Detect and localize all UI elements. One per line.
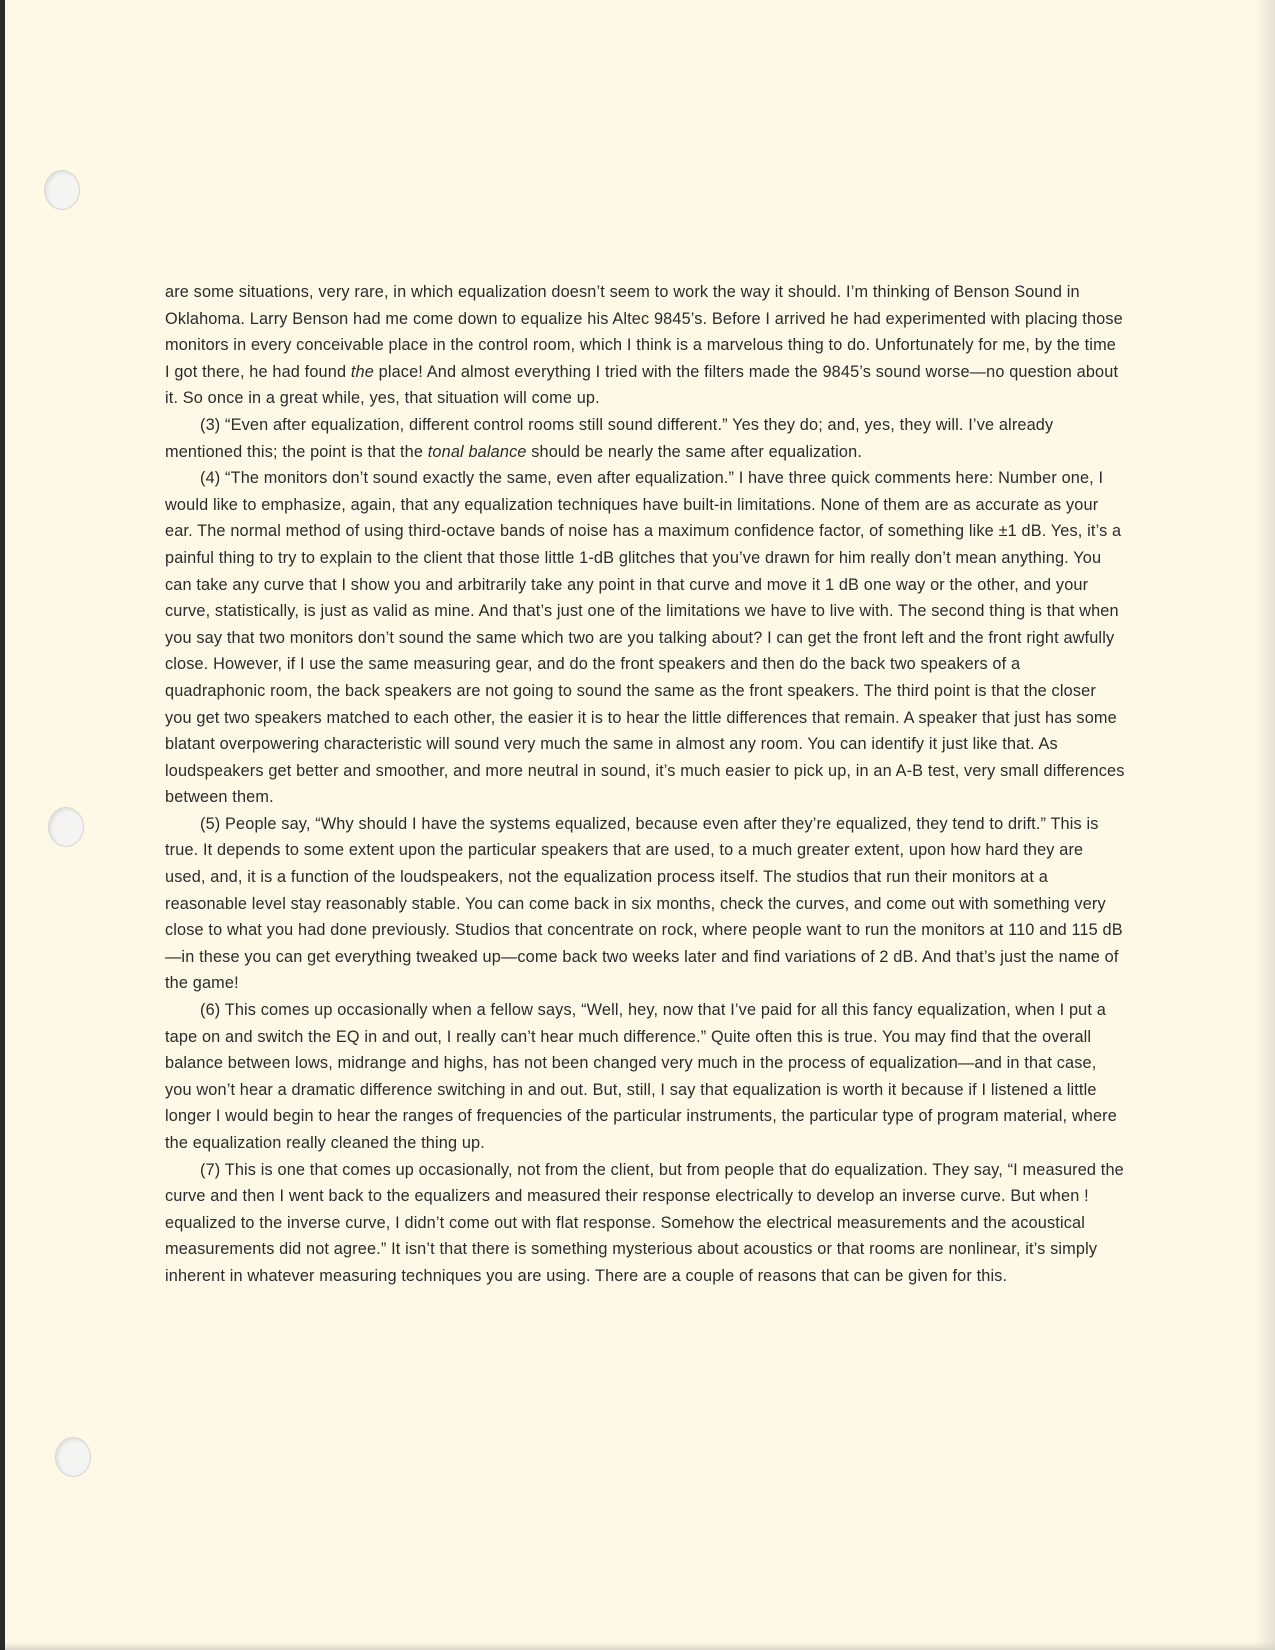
binder-hole-top xyxy=(44,170,80,210)
page-edge-shadow xyxy=(1255,0,1275,1650)
text-run: (6) This comes up occasionally when a fellow says, “Well, hey, now that I’ve paid for all this fancy equalization, when I put a tape on and switch the EQ in and out, I really can’t hear much difference.” Quite often this is true. You may find that the overall balance between lows, midrange and highs, has not been changed very much in the process of equalization—and in that case, you won’t hear a dramatic difference switching in and out. But, still, I say that equalization is worth it because if I listened a little longer I would begin to hear the ranges of frequencies of the particular instruments, the particular type of program material, where the equalization really cleaned the thing up. xyxy=(165,1001,1117,1152)
body-text xyxy=(165,279,1125,1290)
emphasis-text: the xyxy=(350,362,374,381)
text-run: (5) People say, “Why should I have the systems equalized, because even after they’re equalized, they tend to drift.” This is true. It depends to some extent upon the particular speakers that are used, to a much greater extent, upon how hard they are used, and, it is a function of the loudspeakers, not the equalization process itself. The studios that run their monitors at a reasonable level stay reasonably stable. You can come back in six months, check the curves, and come out with something very close to what you had done previously. Studios that concentrate on rock, where people want to run the monitors at 110 and 115 dB—in these you can get everything tweaked up—come back two weeks later and find variations of 2 dB. And that’s just the name of the game! xyxy=(165,814,1123,993)
binder-hole-middle xyxy=(48,807,84,847)
text-run: (4) “The monitors don’t sound exactly the same, even after equalization.” I have three quick comments here: Number one, I would like to emphasize, again, that any equalization techniques have built-in limitations. None of them are as accurate as your ear. The normal method of using third-octave bands of noise has a maximum confidence factor, of something like ±1 dB. Yes, it’s a painful thing to try to explain to the client that those little 1-dB glitches that you’ve drawn for him really don’t mean anything. You can take any curve that I show you and arbitrarily take any point in that curve and move it 1 dB one way or the other, and your curve, statistically, is just as valid as mine. And that’s just one of the limitations we have to live with. The second thing is that when you say that two monitors don’t sound the same which two are you talking about? I can get the front left and the front right awfully close. However, if I use the same measuring gear, and do the front speakers and then do the back two speakers of a quadraphonic room, the back speakers are not going to sound the same as the front speakers. The third point is that the closer you get two speakers matched to each other, the easier it is to hear the little differences that remain. A speaker that just has some blatant overpowering characteristic will sound very much the same in almost any room. You can identify it just like that. As loudspeakers get better and smoother, and more neutral in sound, it’s much easier to pick up, in an A-B test, very small differences between them. xyxy=(165,469,1125,807)
paragraph-point-6 xyxy=(165,997,1125,1157)
text-run: (7) This is one that comes up occasionally, not from the client, but from people that do equalization. They say, “I measured the curve and then I went back to the equalizers and measured their response electrically to develop an inverse curve. But when ! equalized to the inverse curve, I didn’t come out with flat response. Somehow the electrical measurements and the acoustical measurements did not agree.” It isn’t that there is something mysterious about acoustics or that rooms are nonlinear, it’s simply inherent in whatever measuring techniques you are using. There are a couple of reasons that can be given for this. xyxy=(165,1160,1124,1285)
paragraph-point-5 xyxy=(165,811,1125,997)
text-run: should be nearly the same after equalization. xyxy=(526,442,863,461)
page-bottom-shadow xyxy=(5,1642,1275,1650)
emphasis-text: tonal balance xyxy=(427,442,527,461)
paragraph-point-3 xyxy=(165,412,1125,465)
binder-hole-bottom xyxy=(55,1437,91,1477)
paragraph-point-7 xyxy=(165,1157,1125,1290)
paragraph-point-4 xyxy=(165,465,1125,811)
text-run: place! And almost everything I tried with the filters made the 9845’s sound worse—no question about it. So once in a great while, yes, that situation will come up. xyxy=(165,362,1119,408)
text-run: (3) “Even after equalization, different control rooms still sound different.” Yes they do; and, yes, they will. I’ve already mentioned this; the point is that the xyxy=(165,415,1054,461)
text-run: are some situations, very rare, in which equalization doesn’t seem to work the way it should. I’m thinking of Benson Sound in Oklahoma. Larry Benson had me come down to equalize his Altec 9845’s. Before I arrived he had experimented with placing those monitors in every conceivable place in the control room, which I think is a marvelous thing to do. Unfortunately for me, by the time I got there, he had found xyxy=(165,283,1123,381)
paragraph-continuation xyxy=(165,279,1125,412)
